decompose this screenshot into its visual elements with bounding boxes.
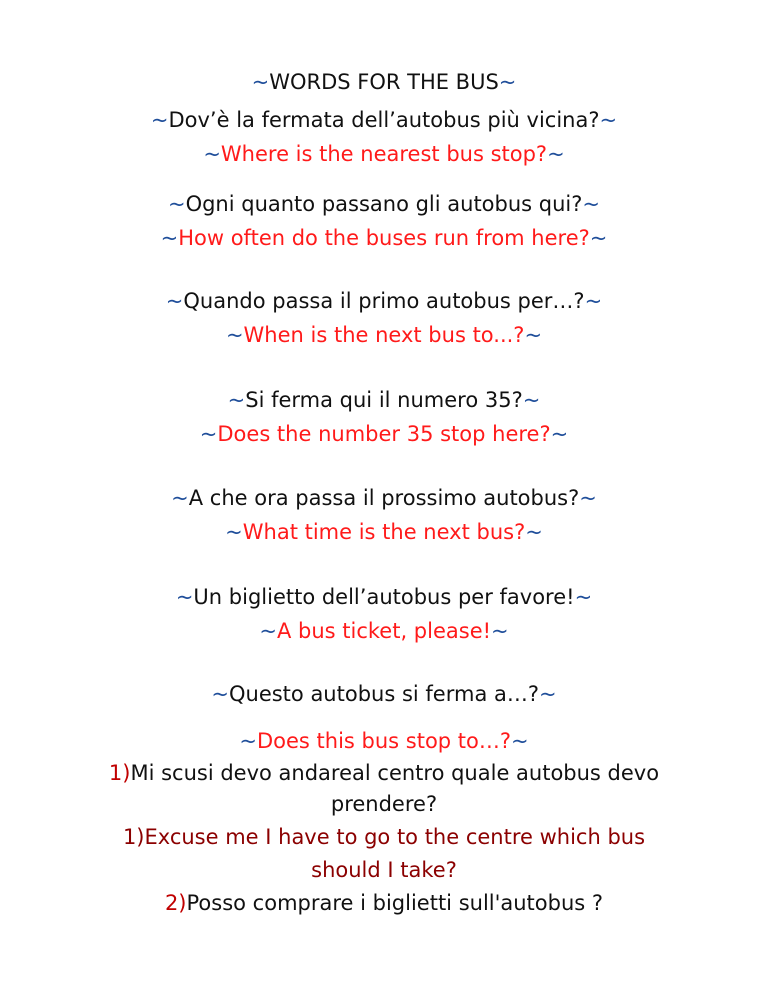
numbered-italian-1-cont: prendere? xyxy=(330,792,438,816)
phrase-italian: ~A che ora passa il prossimo autobus?~ xyxy=(171,486,597,510)
phrase-english: ~How often do the buses run from here?~ xyxy=(160,226,608,250)
phrase-italian: ~Ogni quanto passano gli autobus qui?~ xyxy=(167,192,601,216)
phrase-english: ~What time is the next bus?~ xyxy=(225,520,543,544)
phrase-italian: ~Quando passa il primo autobus per…?~ xyxy=(165,289,603,313)
numbered-english-1-cont: should I take? xyxy=(311,858,457,882)
phrase-italian: ~Si ferma qui il numero 35?~ xyxy=(227,388,541,412)
tilde-left: ~ xyxy=(251,70,270,94)
phrase-italian: ~Questo autobus si ferma a…?~ xyxy=(211,682,557,706)
phrase-english: ~A bus ticket, please!~ xyxy=(259,619,509,643)
phrase-english: ~Does the number 35 stop here?~ xyxy=(199,422,569,446)
phrase-italian: ~Un biglietto dell’autobus per favore!~ xyxy=(175,585,593,609)
tilde-right: ~ xyxy=(498,70,517,94)
title xyxy=(0,67,768,97)
phrase-english: ~When is the next bus to...?~ xyxy=(225,323,543,347)
phrase-italian: ~Dov’è la fermata dell’autobus più vicina?~ xyxy=(150,108,618,132)
title-text: WORDS FOR THE BUS xyxy=(269,70,499,94)
numbered-italian-1: 1)Mi scusi devo andareal centro quale autobus devo xyxy=(108,761,660,785)
phrase-english: ~Does this bus stop to…?~ xyxy=(239,729,529,753)
numbered-english-1: 1)Excuse me I have to go to the centre which bus xyxy=(122,825,646,849)
phrase-english: ~Where is the nearest bus stop?~ xyxy=(203,142,565,166)
numbered-italian-2: 2)Posso comprare i biglietti sull'autobus ? xyxy=(164,891,604,915)
